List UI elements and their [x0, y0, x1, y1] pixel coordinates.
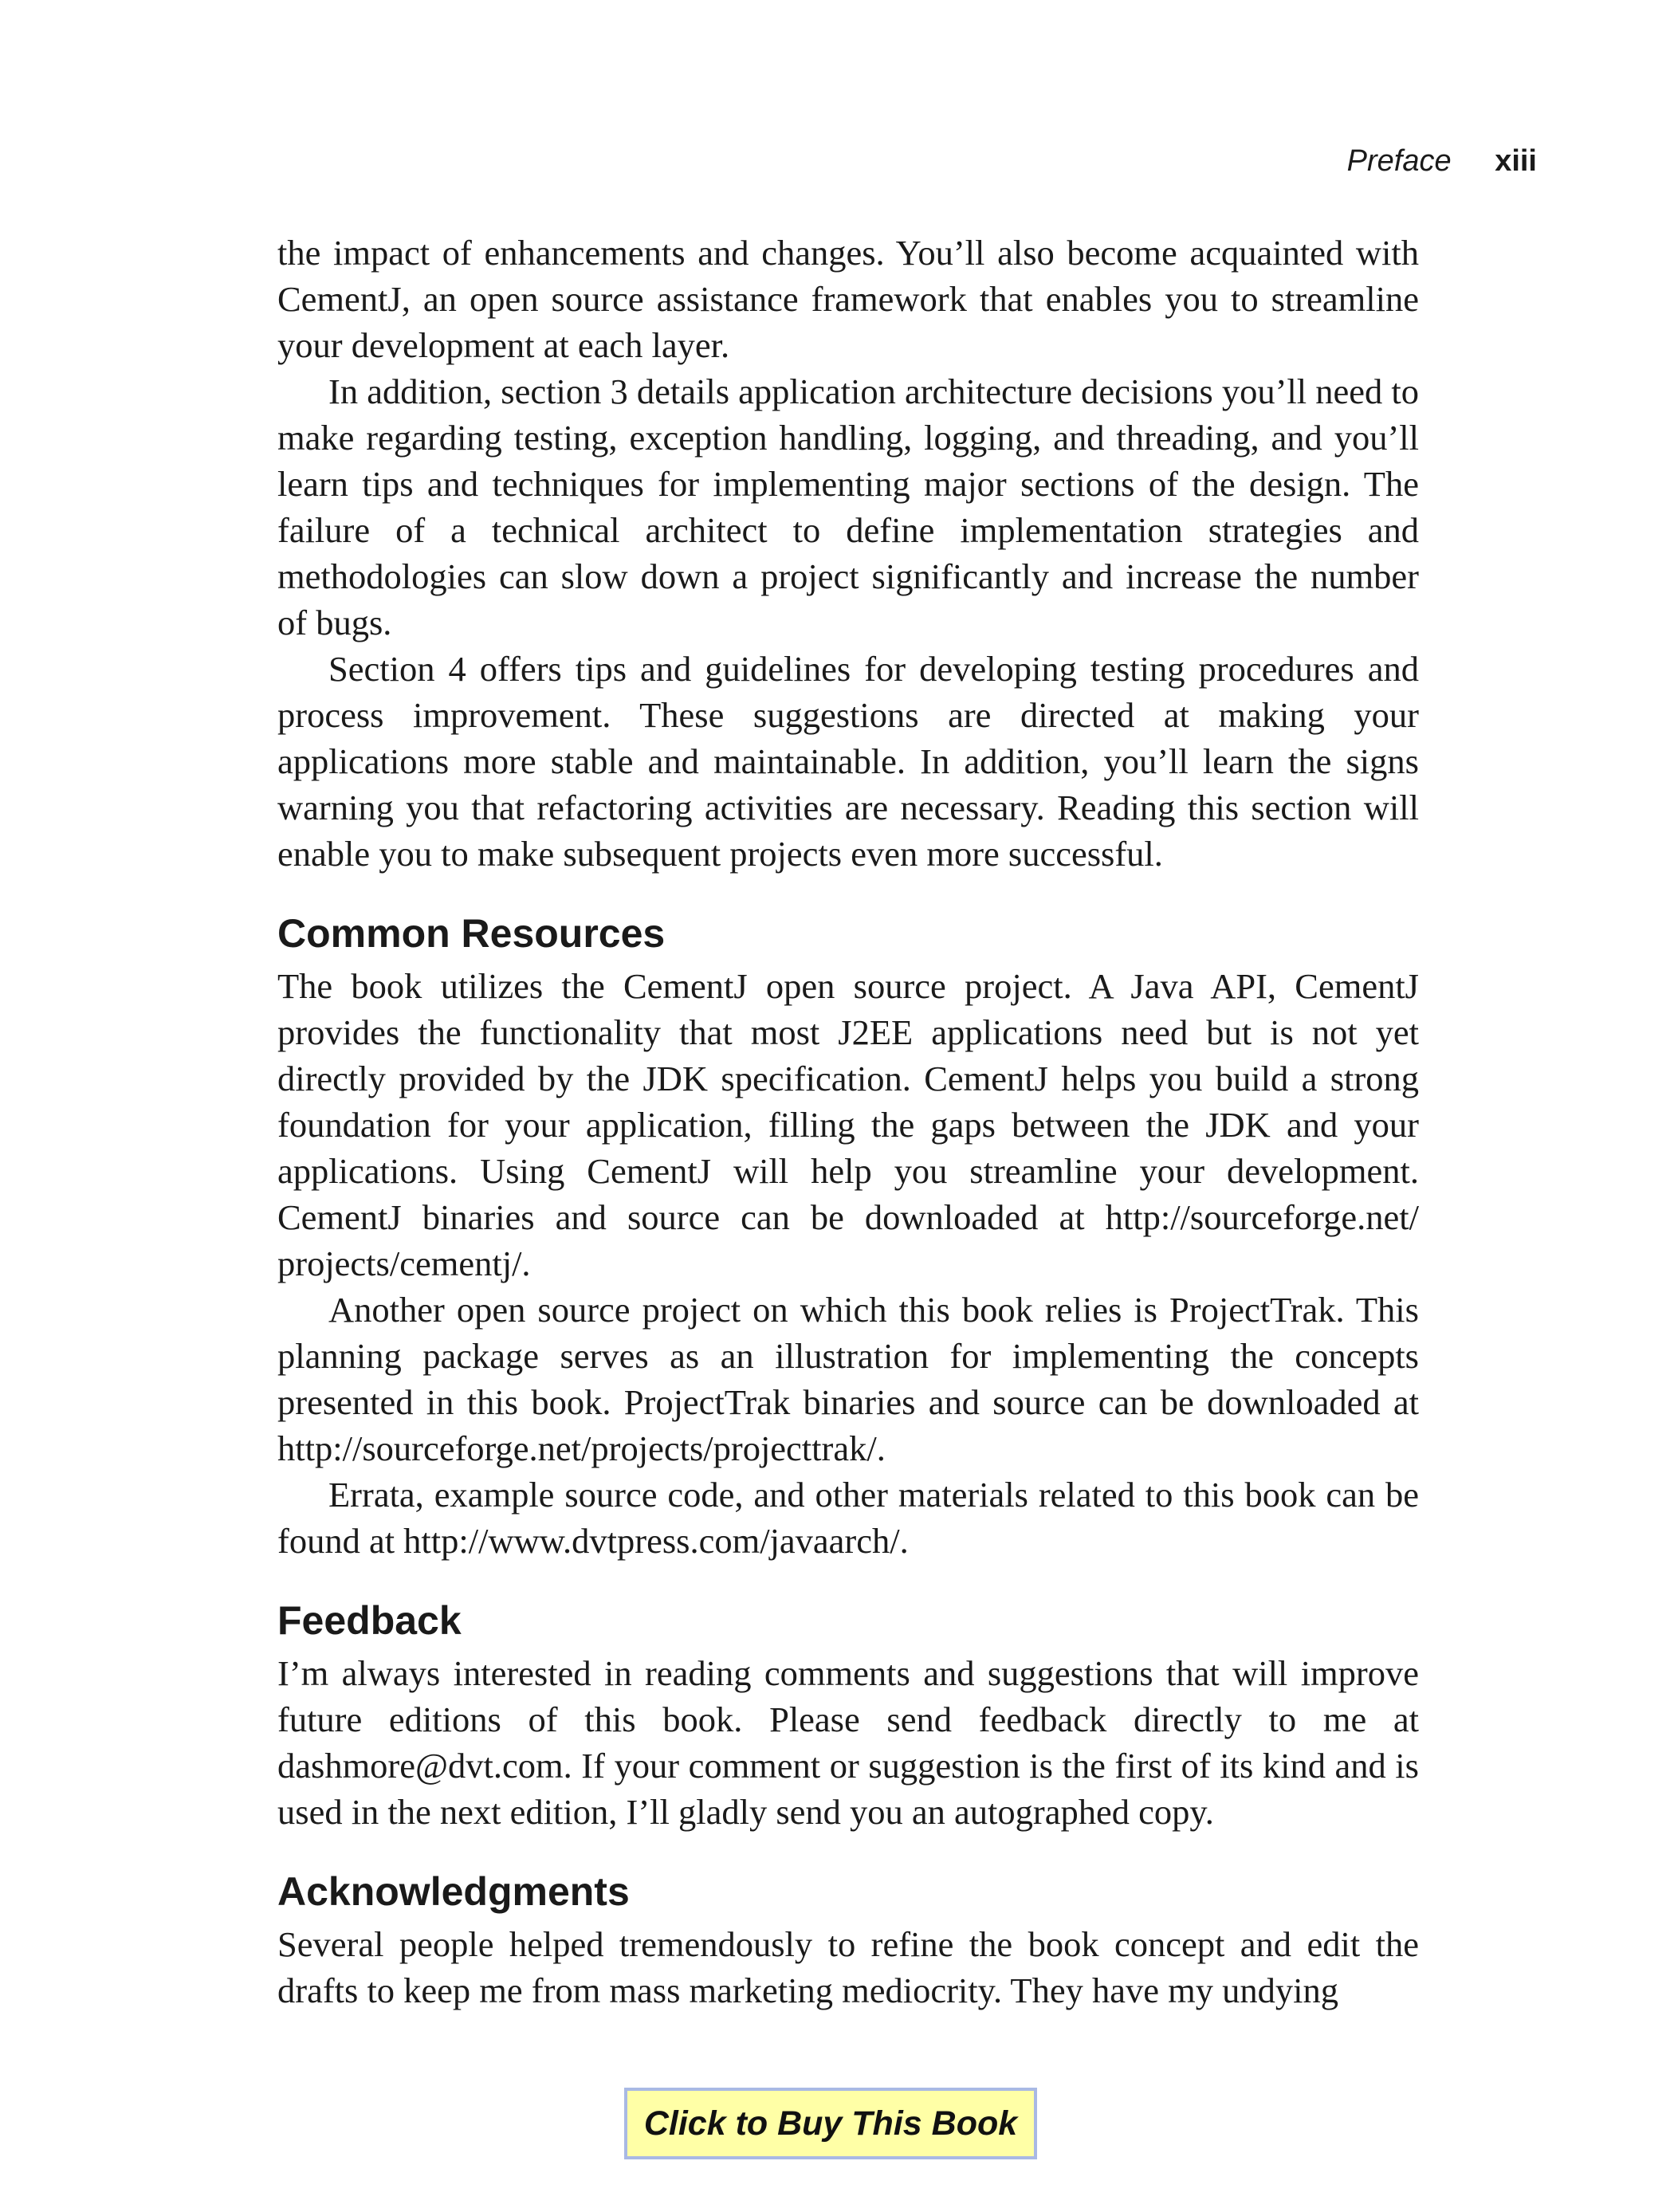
- running-head: [1347, 140, 1537, 182]
- body-paragraph: Another open source project on which this book relies is ProjectTrak. This planning package serves as an illustration for implementing the concepts presented in this book. ProjectTrak binaries and source can be downloaded at http://sourceforge.net/projects/projecttrak/.: [277, 1290, 1419, 1468]
- body-paragraph: In addition, section 3 details application architecture decisions you’ll need to make regarding testing, exception handling, logging, and threading, and you’ll learn tips and techniques for implementing major sections of the design. The failure of a technical architect to define implementation strategies and methodologies can slow down a project significantly and increase the number of bugs.: [277, 371, 1419, 642]
- body-paragraph: Several people helped tremendously to refine the book concept and edit the drafts to keep me from mass marketing mediocrity. They have my undying: [277, 1924, 1419, 2010]
- page-number: xiii: [1495, 144, 1537, 178]
- body-paragraph: Section 4 offers tips and guidelines for developing testing procedures and process improvement. These suggestions are directed at making your applications more stable and maintainable. In addition, you’ll learn the signs warning you that refactoring activities are necessary. Reading this section will enable you to make subsequent projects even more successful.: [277, 649, 1419, 874]
- body-paragraph: The book utilizes the CementJ open source project. A Java API, CementJ provides the functionality that most J2EE applications need but is not yet directly provided by the JDK specification. CementJ helps you build a strong foundation for your application, filling the gaps between the JDK and your applications. Using CementJ will help you streamline your development. CementJ binaries and source can be downloaded at http://sourceforge.net/​projects/cementj/.: [277, 966, 1419, 1283]
- page-body: [277, 230, 1419, 2014]
- section-heading-common-resources: Common Resources: [277, 911, 666, 956]
- body-paragraph: the impact of enhancements and changes. You’ll also become acquainted with CementJ, an open source assistance framework that enables you to streamline your development at each layer.: [277, 233, 1419, 365]
- body-paragraph: Errata, example source code, and other materials related to this book can be found at http://www.dvtpress.com/javaarch/.: [277, 1475, 1419, 1561]
- section-heading-acknowledgments: Acknowledgments: [277, 1869, 630, 1914]
- section-heading-feedback: Feedback: [277, 1598, 462, 1643]
- buy-book-button[interactable]: Click to Buy This Book: [624, 2088, 1037, 2159]
- running-head-section-title: Preface: [1346, 144, 1452, 178]
- body-paragraph: I’m always interested in reading comments and suggestions that will improve future editions of this book. Please send feedback directly to me at dashmore@dvt.com. If your comment or suggestion is the first of its kind and is used in the next edition, I’ll gladly send you an autographed copy.: [277, 1653, 1419, 1832]
